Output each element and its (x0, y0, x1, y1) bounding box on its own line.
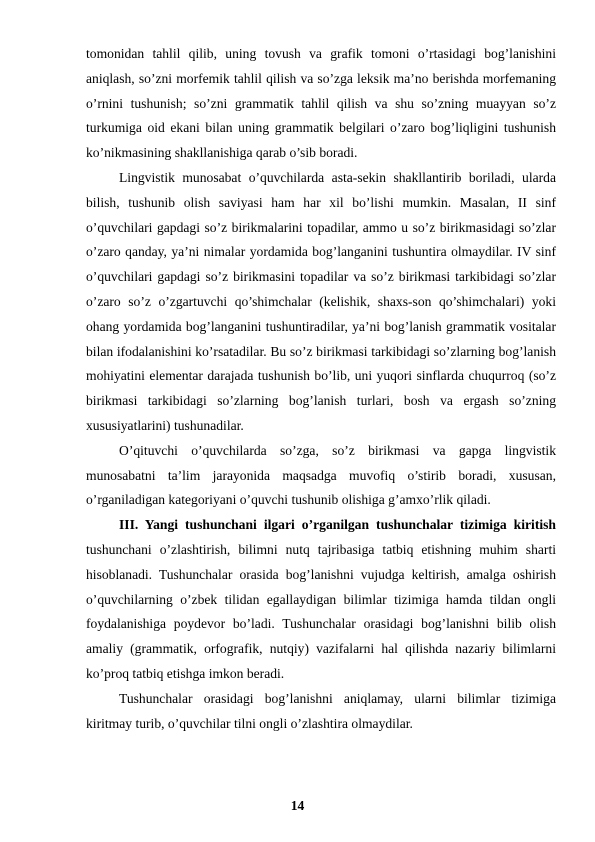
page-number: 14 (290, 798, 305, 813)
paragraph-4-text: tushunchani o’zlashtirish, bilimni nutq tajribasiga tatbiq etishning muhim sharti hisoblanadi. Tushunchalar orasida bog’lanishni vujudga keltirish, amalga oshirish o’quvchilarning o’zbek tilidan egallaydigan bilimlar tizimiga hamda tildan ongli foydalanishiga poydevor bo’ladi. Tushunchalar orasidagi bog’lanishni bilib olish amaliy (grammatik, orfografik, nutqiy) vazifalarni hal qilishda nazariy bilimlarni ko’proq tatbiq etishga imkon beradi. (86, 541, 556, 681)
document-body (86, 42, 556, 736)
paragraph-1: tomonidan tahlil qilib, uning tovush va grafik tomoni o’rtasidagi bog’lanishini aniqlash, so’zni morfemik tahlil qilish va so’zga leksik ma’no berishda morfemaning o’rnini tushunish; so’zni grammatik tahlil qilish va shu so’zning muayyan so’z turkumiga oid ekani bilan uning grammatik belgilari o’zaro bog’liqligini tushunish ko’nikmasining shakllanishiga qarab o’sib boradi. (86, 46, 556, 161)
paragraph-3: O’qituvchi o’quvchilarda so’zga, so’z birikmasi va gapga lingvistik munosabatni ta’lim jarayonida maqsadga muvofiq o’stirib boradi, xususan, o’rganiladigan kategoriyani o’quvchi tushunib olishiga g’amxo’rlik qiladi. (86, 442, 556, 508)
paragraph-4 (86, 513, 556, 687)
paragraph-2: Lingvistik munosabat o’quvchilarda asta-sekin shakllantirib boriladi, ularda bilish, tushunib olish saviyasi ham har xil bo’lishi mumkin. Masalan, II sinf o’quvchilari gapdagi so’z birikmalarini topadilar, ammo u so’z birikmasidagi so’zlar o’zaro qanday, ya’ni nimalar yordamida bog’langanini tushuntira olmaydilar. IV sinf o’quvchilari gapdagi so’z birikmasini topadilar va so’z birikmasi tarkibidagi so’zlar o’zaro so’z o’zgartuvchi qo’shimchalar (kelishik, shaxs-son qo’shimchalari) yoki ohang yordamida bog’langanini tushuntiradilar, ya’ni bog’lanish grammatik vositalar bilan ifodalanishini ko’rsatadilar. Bu so’z birikmasi tarkibidagi so’zlarning bog’lanish mohiyatini elementar darajada tushunish bo’lib, uni yuqori sinflarda chuqurroq (so’z birikmasi tarkibidagi so’zlarning bog’lanish turlari, bosh va ergash so’zning xususiyatlarini) tushunadilar. (86, 169, 556, 433)
section-heading: III. Yangi tushunchani ilgari o’rganilgan tushunchalar tizimiga kiritish (119, 517, 556, 533)
paragraph-5: Tushunchalar orasidagi bog’lanishni aniqlamay, ularni bilimlar tizimiga kiritmay turib, o’quvchilar tilni ongli o’zlashtira olmaydilar. (86, 690, 556, 731)
